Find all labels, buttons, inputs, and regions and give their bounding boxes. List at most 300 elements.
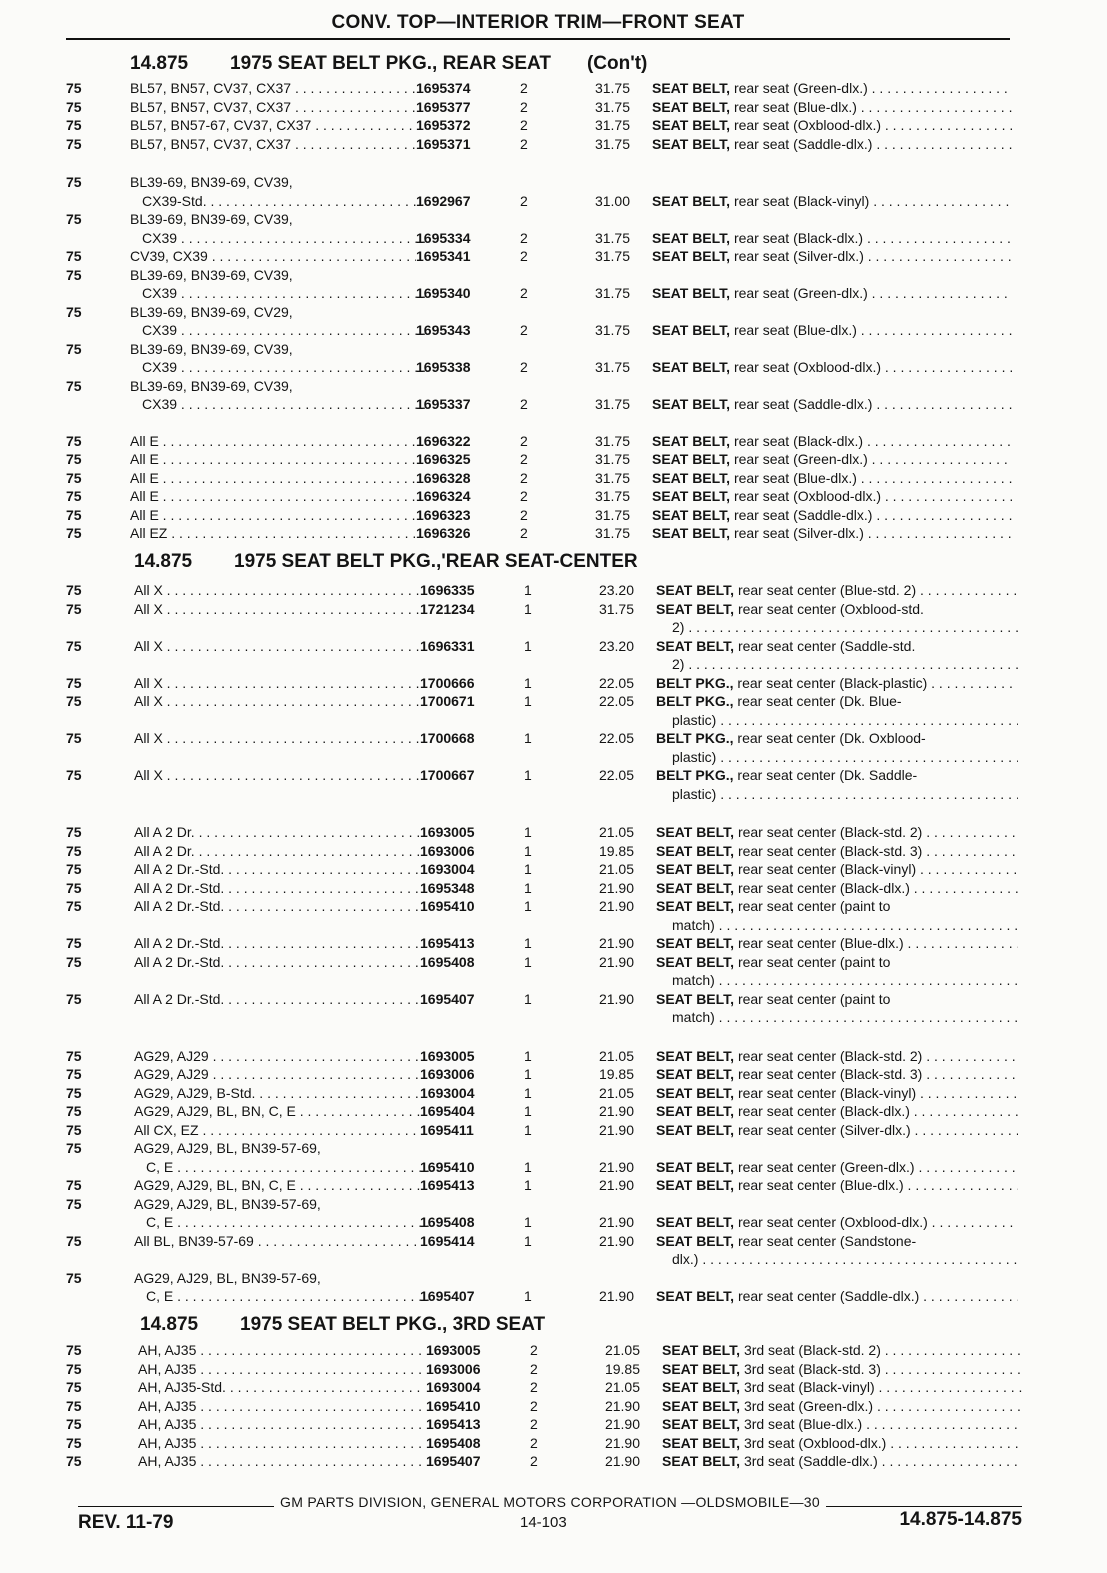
description — [662, 1340, 1022, 1360]
description — [656, 878, 1018, 898]
description-text: rear seat (Saddle-dlx.) . . . — [734, 396, 1012, 412]
application: CX39 . . . — [142, 283, 428, 303]
part-number: 1693005 — [420, 1047, 475, 1064]
section-number: 14.875 — [134, 551, 193, 572]
description-text: rear seat center (Green-dlx.) . . . — [738, 1159, 1018, 1175]
description-type: SEAT BELT, — [652, 80, 731, 96]
price: 31.75 — [594, 98, 630, 115]
price: 31.75 — [594, 117, 630, 133]
description-type: SEAT BELT, — [656, 1158, 735, 1175]
price: 21.90 — [598, 1288, 634, 1304]
quantity: 1 — [524, 767, 532, 783]
quantity: 2 — [520, 229, 528, 246]
description-text: 3rd seat (Black-std. 2) . . . — [744, 1342, 1022, 1358]
model-year: 75 — [66, 1232, 82, 1249]
price: 31.75 — [594, 229, 630, 246]
table-row — [0, 209, 1107, 246]
part-number: 1695410 — [420, 898, 475, 914]
application: CX39 . . . — [142, 394, 428, 414]
application: CX39 . . . — [142, 320, 428, 340]
price: 22.05 — [598, 674, 634, 691]
model-year: 75 — [66, 1066, 82, 1082]
page-title: CONV. TOP—INTERIOR TRIM—FRONT SEAT — [66, 10, 1010, 40]
table-row — [0, 728, 1107, 765]
description-continued: dlx.) . . . — [672, 1249, 1018, 1269]
model-year: 75 — [66, 1177, 82, 1193]
table-row — [0, 1138, 1107, 1175]
table-row — [0, 1083, 1107, 1102]
description-type: SEAT BELT, — [662, 1453, 741, 1469]
description — [652, 115, 1012, 135]
description-text: rear seat (Oxblood-dlx.) . . . — [734, 488, 1012, 504]
application: CX39 . . . — [142, 357, 428, 377]
footer-page-number: 14-103 — [520, 1514, 567, 1531]
description-type: SEAT BELT, — [662, 1379, 741, 1395]
section-number: 14.875 — [140, 1314, 199, 1335]
description — [656, 691, 1018, 711]
description-type: SEAT BELT, — [652, 117, 731, 133]
price: 31.75 — [594, 396, 630, 412]
model-year: 75 — [66, 1084, 82, 1101]
price: 21.05 — [604, 1342, 640, 1358]
description-text: rear seat (Black-dlx.) . . . — [734, 230, 1012, 246]
table-row — [0, 115, 1107, 134]
quantity: 1 — [524, 879, 532, 896]
model-year: 75 — [66, 1453, 82, 1469]
part-number: 1695334 — [416, 229, 471, 246]
part-number: 1695372 — [416, 117, 471, 133]
section-title — [130, 52, 647, 76]
description — [656, 989, 1018, 1009]
description-type: SEAT BELT, — [652, 469, 731, 486]
table-row — [0, 431, 1107, 450]
description-text: rear seat (Blue-dlx.) . . . — [734, 470, 1012, 486]
application: AG29, AJ29 . . . — [134, 1046, 420, 1066]
description-text: rear seat (Silver-dlx.) . . . — [734, 525, 1012, 541]
description — [652, 191, 1012, 211]
model-year: 75 — [66, 898, 82, 914]
price: 23.20 — [598, 637, 634, 654]
quantity: 2 — [530, 1416, 538, 1432]
part-number: 1693006 — [420, 842, 475, 859]
description — [662, 1377, 1022, 1397]
price: 19.85 — [604, 1360, 640, 1377]
description-text: rear seat center (Oxblood-std. — [737, 600, 924, 617]
model-year: 75 — [66, 340, 82, 357]
description — [662, 1359, 1022, 1379]
description-type: BELT PKG., — [656, 767, 734, 783]
description — [656, 728, 1018, 748]
price: 22.05 — [598, 767, 634, 783]
table-row — [0, 339, 1107, 376]
part-number: 1695413 — [426, 1416, 481, 1432]
model-year: 75 — [66, 990, 82, 1007]
application: C, E . . . — [146, 1286, 432, 1306]
application: All A 2 Dr. . . . — [134, 822, 420, 842]
description-type: BELT PKG., — [656, 693, 734, 709]
part-number: 1695404 — [420, 1103, 475, 1119]
part-number: 1695407 — [420, 990, 475, 1007]
price: 31.75 — [594, 135, 630, 152]
table-row — [0, 952, 1107, 989]
model-year: 75 — [66, 637, 82, 654]
description-type: SEAT BELT, — [656, 582, 735, 598]
description-text: rear seat center (paint to — [737, 953, 891, 970]
description — [656, 1120, 1018, 1140]
description — [652, 78, 1012, 98]
price: 31.75 — [598, 600, 634, 617]
quantity: 1 — [524, 674, 532, 691]
model-year: 75 — [66, 730, 82, 746]
description-text: rear seat (Black-vinyl) . . . — [734, 193, 1012, 209]
application: All A 2 Dr.-Std. . . . — [134, 989, 420, 1009]
price: 23.20 — [598, 582, 634, 598]
description — [652, 97, 1012, 117]
table-row — [0, 1396, 1107, 1415]
footer-rule-right — [826, 1506, 1022, 1507]
description-type: SEAT BELT, — [656, 1103, 735, 1119]
quantity: 1 — [524, 730, 532, 746]
price: 31.75 — [594, 322, 630, 338]
table-row — [0, 580, 1107, 599]
description-text: rear seat center (paint to — [737, 990, 891, 1007]
description — [662, 1396, 1022, 1416]
quantity: 1 — [524, 600, 532, 617]
description — [656, 822, 1018, 842]
part-number: 1696326 — [416, 525, 471, 541]
model-year: 75 — [66, 98, 82, 115]
price: 21.90 — [598, 935, 634, 951]
description-text: rear seat center (Blue-dlx.) . . . — [738, 1177, 1018, 1193]
quantity: 1 — [524, 1084, 532, 1101]
description-type: SEAT BELT, — [652, 451, 731, 467]
price: 31.75 — [594, 525, 630, 541]
price: 31.75 — [594, 469, 630, 486]
description-type: SEAT BELT, — [662, 1360, 741, 1377]
description-type: SEAT BELT, — [656, 861, 735, 877]
part-number: 1695338 — [416, 359, 471, 375]
application: BL39-69, BN39-69, CV29, — [130, 303, 293, 320]
quantity: 1 — [524, 1121, 532, 1138]
description-type: BELT PKG., — [656, 674, 734, 691]
application: All X . . . — [134, 599, 420, 619]
table-row — [0, 97, 1107, 116]
model-year: 75 — [66, 824, 82, 840]
description-text: rear seat center (Black-std. 2) . . . — [738, 824, 1018, 840]
application: All E . . . — [130, 505, 416, 525]
footer-publisher: GM PARTS DIVISION, GENERAL MOTORS CORPORATION —OLDSMOBILE—30 — [280, 1494, 820, 1510]
part-number: 1695407 — [420, 1288, 475, 1304]
application: AG29, AJ29, BL, BN, C, E . . . — [134, 1101, 420, 1121]
table-row — [0, 302, 1107, 339]
description-type: SEAT BELT, — [656, 953, 735, 970]
price: 22.05 — [598, 693, 634, 709]
description — [656, 599, 1018, 619]
description-text: rear seat center (Black-plastic) . . . — [737, 675, 1018, 691]
description — [652, 468, 1012, 488]
table-row — [0, 859, 1107, 878]
application: All E . . . — [130, 431, 416, 451]
table-row — [0, 265, 1107, 302]
description-type: SEAT BELT, — [662, 1342, 741, 1358]
description-type: SEAT BELT, — [656, 935, 735, 951]
application: All CX, EZ . . . — [134, 1120, 420, 1140]
description-continued: plastic) . . . — [672, 784, 1018, 804]
table-row — [0, 1175, 1107, 1194]
table-row — [0, 1377, 1107, 1396]
model-year: 75 — [66, 1360, 82, 1377]
description-text: rear seat (Green-dlx.) . . . — [734, 451, 1012, 467]
table-row — [0, 523, 1107, 542]
application: C, E . . . — [146, 1212, 432, 1232]
description-text: rear seat center (Silver-dlx.) . . . — [738, 1122, 1018, 1138]
description — [652, 246, 1012, 266]
price: 21.90 — [604, 1397, 640, 1414]
description-continued: plastic) . . . — [672, 710, 1018, 730]
section-continued: (Con't) — [586, 53, 648, 74]
description-text: 3rd seat (Oxblood-dlx.) . . . — [744, 1435, 1022, 1451]
part-number: 1696328 — [416, 469, 471, 486]
quantity: 2 — [520, 117, 528, 133]
model-year: 75 — [66, 879, 82, 896]
quantity: 2 — [520, 80, 528, 96]
application: All A 2 Dr.-Std. . . . — [134, 859, 420, 879]
model-year: 75 — [66, 506, 82, 523]
table-row — [0, 822, 1107, 841]
quantity: 2 — [530, 1379, 538, 1395]
quantity: 2 — [530, 1453, 538, 1469]
quantity: 1 — [524, 1232, 532, 1249]
price: 31.75 — [594, 285, 630, 301]
part-number: 1696335 — [420, 582, 475, 598]
price: 21.90 — [604, 1453, 640, 1469]
description-text: rear seat center (Dk. Oxblood- — [737, 730, 926, 746]
description-text: rear seat center (Black-vinyl) . . . — [738, 861, 1018, 877]
part-number: 1695411 — [420, 1121, 474, 1138]
quantity: 2 — [520, 135, 528, 152]
model-year: 75 — [66, 1416, 82, 1432]
price: 21.90 — [598, 898, 634, 914]
table-row — [0, 599, 1107, 636]
description-type: SEAT BELT, — [662, 1397, 741, 1414]
application: AG29, AJ29 . . . — [134, 1064, 420, 1084]
quantity: 2 — [520, 285, 528, 301]
description-type: SEAT BELT, — [656, 898, 735, 914]
application: All A 2 Dr.-Std. . . . — [134, 896, 420, 916]
table-row — [0, 78, 1107, 97]
description-type: SEAT BELT, — [652, 98, 731, 115]
table-row — [0, 636, 1107, 673]
description-text: rear seat (Black-dlx.) . . . — [734, 433, 1012, 449]
model-year: 75 — [66, 174, 82, 190]
price: 19.85 — [598, 1066, 634, 1082]
part-number: 1692967 — [416, 192, 471, 209]
price: 31.75 — [594, 80, 630, 96]
model-year: 75 — [66, 80, 82, 96]
application: All X . . . — [134, 673, 420, 693]
application: AH, AJ35 . . . — [138, 1451, 424, 1471]
description-text: rear seat center (Dk. Saddle- — [737, 767, 918, 783]
model-year: 75 — [66, 1269, 82, 1286]
table-row — [0, 1414, 1107, 1433]
description — [656, 841, 1018, 861]
table-row — [0, 878, 1107, 897]
quantity: 1 — [524, 953, 532, 970]
part-number: 1693005 — [426, 1342, 481, 1358]
part-number: 1721234 — [420, 600, 475, 617]
quantity: 2 — [520, 451, 528, 467]
model-year: 75 — [66, 135, 82, 152]
model-year: 75 — [66, 1379, 82, 1395]
model-year: 75 — [66, 1047, 82, 1064]
part-number: 1700667 — [420, 767, 475, 783]
description-type: SEAT BELT, — [652, 506, 731, 523]
price: 31.75 — [594, 359, 630, 375]
application: BL39-69, BN39-69, CV39, — [130, 377, 293, 394]
application: All X . . . — [134, 728, 420, 748]
description-text: rear seat center (Dk. Blue- — [737, 693, 902, 709]
application: BL57, BN57-67, CV37, CX37 . . . — [130, 115, 416, 135]
description-text: rear seat center (Saddle-dlx.) . . . — [738, 1288, 1018, 1304]
model-year: 75 — [66, 693, 82, 709]
description-text: rear seat center (Black-std. 2) . . . — [738, 1048, 1018, 1064]
description-text: rear seat center (Black-std. 3) . . . — [738, 1066, 1018, 1082]
table-row — [0, 134, 1107, 153]
table-row — [0, 486, 1107, 505]
description — [652, 486, 1012, 506]
section-title — [140, 1313, 545, 1337]
description — [652, 505, 1012, 525]
description-continued: 2) . . . — [672, 617, 1018, 637]
part-number: 1695377 — [416, 98, 471, 115]
application: AH, AJ35 . . . — [138, 1396, 424, 1416]
quantity: 2 — [530, 1434, 538, 1451]
quantity: 2 — [520, 488, 528, 504]
part-number: 1696324 — [416, 488, 471, 504]
price: 19.85 — [598, 842, 634, 859]
description-text: 3rd seat (Black-vinyl) . . . — [744, 1379, 1022, 1395]
description-type: SEAT BELT, — [656, 1288, 735, 1304]
table-row — [0, 1268, 1107, 1305]
quantity: 1 — [524, 693, 532, 709]
table-row — [0, 691, 1107, 728]
description-type: SEAT BELT, — [656, 637, 735, 654]
description-type: SEAT BELT, — [652, 322, 731, 338]
quantity: 2 — [520, 98, 528, 115]
description-text: 3rd seat (Blue-dlx.) . . . — [744, 1416, 1022, 1432]
footer-revision: REV. 11-79 — [78, 1512, 174, 1533]
model-year: 75 — [66, 953, 82, 970]
model-year: 75 — [66, 248, 82, 264]
model-year: 75 — [66, 211, 82, 227]
price: 21.90 — [598, 990, 634, 1007]
quantity: 2 — [520, 469, 528, 486]
quantity: 1 — [524, 1214, 532, 1230]
description-type: SEAT BELT, — [652, 396, 731, 412]
description — [656, 933, 1018, 953]
table-row — [0, 1194, 1107, 1231]
description — [652, 357, 1012, 377]
description-continued: match) . . . — [672, 915, 1018, 935]
table-row — [0, 246, 1107, 265]
description-text: rear seat (Green-dlx.) . . . — [734, 285, 1012, 301]
description-type: SEAT BELT, — [652, 229, 731, 246]
model-year: 75 — [66, 117, 82, 133]
application: BL57, BN57, CV37, CX37 . . . — [130, 78, 416, 98]
price: 21.90 — [598, 879, 634, 896]
quantity: 2 — [530, 1360, 538, 1377]
part-number: 1695414 — [420, 1232, 475, 1249]
description-type: SEAT BELT, — [656, 824, 735, 840]
quantity: 1 — [524, 861, 532, 877]
description-text: rear seat (Oxblood-dlx.) . . . — [734, 359, 1012, 375]
price: 31.00 — [594, 192, 630, 209]
application: BL39-69, BN39-69, CV39, — [130, 266, 293, 283]
price: 21.90 — [598, 1232, 634, 1249]
quantity: 1 — [524, 898, 532, 914]
part-number: 1695371 — [416, 135, 471, 152]
part-number: 1695340 — [416, 285, 471, 301]
part-number: 1696331 — [420, 637, 475, 654]
application: AG29, AJ29, BL, BN, C, E . . . — [134, 1175, 420, 1195]
description — [656, 1101, 1018, 1121]
application: BL57, BN57, CV37, CX37 . . . — [130, 134, 416, 154]
description-type: SEAT BELT, — [656, 1214, 735, 1230]
price: 31.75 — [594, 248, 630, 264]
application: AH, AJ35 . . . — [138, 1414, 424, 1434]
application: C, E . . . — [146, 1157, 432, 1177]
footer-rule-left — [78, 1506, 274, 1507]
part-number: 1693004 — [426, 1379, 481, 1395]
description-text: rear seat center (paint to — [737, 898, 891, 914]
description-type: SEAT BELT, — [662, 1434, 741, 1451]
description — [656, 765, 1018, 785]
model-year: 75 — [66, 525, 82, 541]
description-text: 3rd seat (Saddle-dlx.) . . . — [744, 1453, 1022, 1469]
application: AG29, AJ29, BL, BN39-57-69, — [134, 1195, 321, 1212]
description — [656, 1083, 1018, 1103]
description-type: SEAT BELT, — [652, 525, 731, 541]
quantity: 2 — [520, 432, 528, 449]
price: 21.90 — [598, 1103, 634, 1119]
application: All X . . . — [134, 691, 420, 711]
description-type: SEAT BELT, — [652, 285, 731, 301]
model-year: 75 — [66, 432, 82, 449]
description-continued: plastic) . . . — [672, 747, 1018, 767]
part-number: 1696322 — [416, 432, 471, 449]
application: All X . . . — [134, 580, 420, 600]
footer-publisher-line — [78, 1488, 1022, 1510]
model-year: 75 — [66, 1103, 82, 1119]
quantity: 1 — [524, 1066, 532, 1082]
table-row — [0, 989, 1107, 1026]
application: All A 2 Dr. . . . — [134, 841, 420, 861]
part-number: 1693004 — [420, 861, 475, 877]
model-year: 75 — [66, 861, 82, 877]
quantity: 2 — [530, 1342, 538, 1358]
description — [652, 134, 1012, 154]
application: BL39-69, BN39-69, CV39, — [130, 340, 293, 357]
application: All E . . . — [130, 468, 416, 488]
table-row — [0, 505, 1107, 524]
application: BL57, BN57, CV37, CX37 . . . — [130, 97, 416, 117]
description-text: 3rd seat (Green-dlx.) . . . — [744, 1398, 1022, 1414]
description — [656, 1157, 1018, 1177]
application: AG29, AJ29, BL, BN39-57-69, — [134, 1140, 321, 1156]
table-row — [0, 1046, 1107, 1065]
description — [652, 449, 1012, 469]
table-row — [0, 1120, 1107, 1139]
